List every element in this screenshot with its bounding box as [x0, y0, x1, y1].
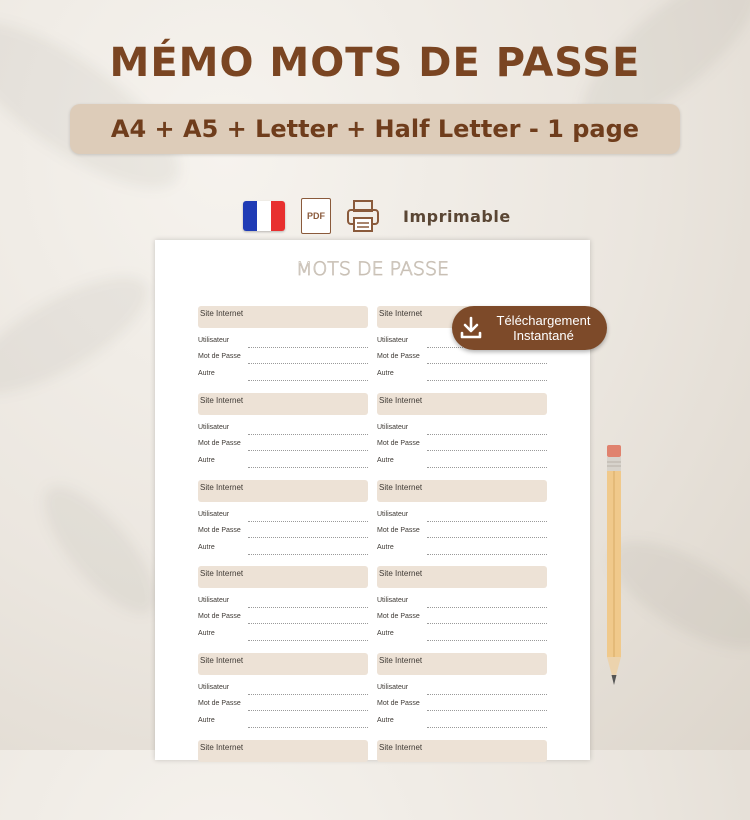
dotted-line: [427, 710, 547, 711]
pdf-label: PDF: [307, 211, 325, 221]
password-field-label: Mot de Passe: [198, 440, 241, 447]
password-field-label: Mot de Passe: [377, 613, 420, 620]
other-field: [198, 544, 368, 556]
feature-badges: [243, 198, 511, 234]
username-field-label: Utilisateur: [198, 424, 230, 431]
pdf-icon: [301, 198, 331, 234]
download-text: [484, 313, 607, 343]
dotted-line: [248, 607, 368, 608]
download-line-1: Téléchargement: [496, 313, 591, 328]
other-field: [377, 717, 547, 729]
other-field-label: Autre: [377, 630, 394, 637]
download-icon: [458, 315, 484, 341]
site-field-label: Site Internet: [377, 480, 547, 502]
flag-stripe-blue: [243, 201, 257, 231]
dotted-line: [427, 607, 547, 608]
username-field: [377, 684, 547, 696]
username-field: [198, 424, 368, 436]
password-entry: [198, 566, 368, 646]
site-field-label: Site Internet: [377, 566, 547, 588]
password-entry: [198, 740, 368, 820]
dotted-line: [248, 537, 368, 538]
dotted-line: [248, 710, 368, 711]
password-entry: [377, 480, 547, 560]
dotted-line: [427, 363, 547, 364]
dotted-line: [427, 727, 547, 728]
other-field: [377, 370, 547, 382]
password-entry: [198, 306, 368, 386]
dotted-line: [248, 727, 368, 728]
dotted-line: [248, 380, 368, 381]
other-field-label: Autre: [198, 457, 215, 464]
password-field-label: Mot de Passe: [198, 527, 241, 534]
username-field-label: Utilisateur: [198, 337, 230, 344]
other-field: [377, 544, 547, 556]
password-field-label: Mot de Passe: [198, 353, 241, 360]
username-field-label: Utilisateur: [377, 424, 409, 431]
french-flag-icon: [243, 201, 285, 231]
username-field-label: Utilisateur: [198, 684, 230, 691]
formats-text: A4 + A5 + Letter + Half Letter - 1 page: [110, 115, 640, 143]
password-field-label: Mot de Passe: [377, 527, 420, 534]
password-entry: [377, 566, 547, 646]
printable-label: Imprimable: [403, 206, 511, 226]
site-field-label: Site Internet: [377, 306, 547, 328]
password-entry: [198, 480, 368, 560]
username-field: [377, 511, 547, 523]
other-field: [198, 457, 368, 469]
flag-stripe-white: [257, 201, 271, 231]
site-field-label: Site Internet: [198, 480, 368, 502]
dotted-line: [248, 521, 368, 522]
password-field: [198, 613, 368, 625]
leaf-shadow: [26, 469, 175, 630]
flag-stripe-red: [271, 201, 285, 231]
other-field-label: Autre: [377, 544, 394, 551]
other-field-label: Autre: [198, 717, 215, 724]
other-field-label: Autre: [198, 630, 215, 637]
password-field-label: Mot de Passe: [198, 700, 241, 707]
dotted-line: [427, 380, 547, 381]
password-field: [198, 527, 368, 539]
dotted-line: [427, 554, 547, 555]
other-field: [198, 717, 368, 729]
other-field: [377, 630, 547, 642]
page-title: MÉMO MOTS DE PASSE: [109, 40, 641, 86]
username-field-label: Utilisateur: [377, 511, 409, 518]
other-field-label: Autre: [377, 457, 394, 464]
password-entry: [377, 740, 547, 820]
leaf-shadow: [0, 255, 164, 416]
password-field: [377, 613, 547, 625]
username-field: [198, 684, 368, 696]
dotted-line: [427, 640, 547, 641]
password-field: [377, 700, 547, 712]
dotted-line: [427, 537, 547, 538]
username-field: [377, 597, 547, 609]
sheet-title: MOTS DE PASSE: [295, 258, 450, 280]
username-field: [198, 337, 368, 349]
site-field-label: Site Internet: [198, 393, 368, 415]
dotted-line: [248, 623, 368, 624]
site-field-label: Site Internet: [377, 740, 547, 762]
password-field-label: Mot de Passe: [198, 613, 241, 620]
site-field-label: Site Internet: [198, 306, 368, 328]
password-entry: [198, 653, 368, 733]
pencil-icon: [605, 445, 623, 690]
dotted-line: [248, 347, 368, 348]
username-field: [198, 511, 368, 523]
printer-icon: [345, 198, 381, 234]
dotted-line: [427, 521, 547, 522]
site-field-label: Site Internet: [377, 393, 547, 415]
username-field: [198, 597, 368, 609]
password-field: [377, 353, 547, 365]
password-entry: [377, 393, 547, 473]
username-field-label: Utilisateur: [198, 597, 230, 604]
formats-banner: [70, 104, 680, 154]
download-line-2: Instantané: [513, 328, 574, 343]
site-field-label: Site Internet: [377, 653, 547, 675]
password-field: [198, 700, 368, 712]
other-field-label: Autre: [377, 717, 394, 724]
dotted-line: [248, 450, 368, 451]
username-field-label: Utilisateur: [198, 511, 230, 518]
dotted-line: [248, 434, 368, 435]
other-field-label: Autre: [377, 370, 394, 377]
other-field: [198, 630, 368, 642]
site-field-label: Site Internet: [198, 740, 368, 762]
dotted-line: [427, 623, 547, 624]
dotted-line: [427, 450, 547, 451]
site-field-label: Site Internet: [198, 566, 368, 588]
other-field: [377, 457, 547, 469]
dotted-line: [248, 640, 368, 641]
site-field-label: Site Internet: [198, 653, 368, 675]
dotted-line: [248, 363, 368, 364]
password-entry: [198, 393, 368, 473]
username-field-label: Utilisateur: [377, 337, 409, 344]
password-field-label: Mot de Passe: [377, 440, 420, 447]
dotted-line: [427, 467, 547, 468]
username-field: [377, 424, 547, 436]
other-field: [198, 370, 368, 382]
password-field: [198, 353, 368, 365]
dotted-line: [427, 434, 547, 435]
dotted-line: [248, 467, 368, 468]
password-entry: [377, 653, 547, 733]
instant-download-badge[interactable]: [452, 306, 607, 350]
password-field-label: Mot de Passe: [377, 700, 420, 707]
other-field-label: Autre: [198, 370, 215, 377]
dotted-line: [427, 694, 547, 695]
other-field-label: Autre: [198, 544, 215, 551]
password-field: [377, 527, 547, 539]
username-field-label: Utilisateur: [377, 597, 409, 604]
password-field-label: Mot de Passe: [377, 353, 420, 360]
username-field-label: Utilisateur: [377, 684, 409, 691]
dotted-line: [248, 694, 368, 695]
password-field: [377, 440, 547, 452]
dotted-line: [248, 554, 368, 555]
password-field: [198, 440, 368, 452]
